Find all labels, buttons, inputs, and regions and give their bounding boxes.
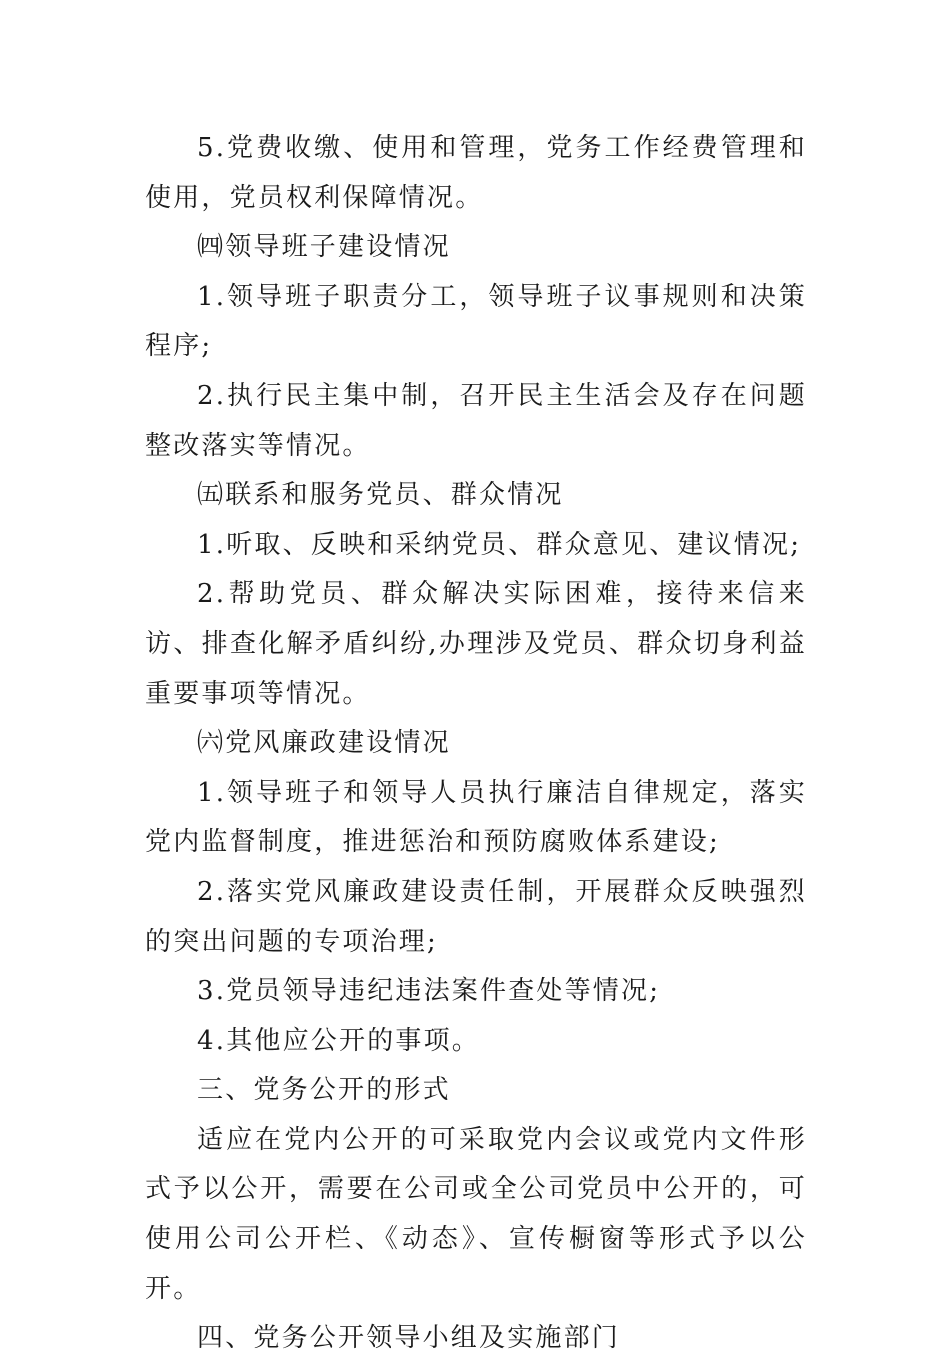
section-heading-leadership: ㈣领导班子建设情况 [197,232,451,263]
paragraph-integrity-item-3: 3.党员领导违纪违法案件查处等情况; [197,976,661,1007]
paragraph-integrity-item-2: 2.落实党风廉政建设责任制，开展群众反映强烈的突出问题的专项治理; [145,876,807,957]
paragraph-service-item-2: 2.帮助党员、群众解决实际困难，接待来信来访、排查化解矛盾纠纷,办理涉及党员、群众切身利益重要事项等情况。 [145,579,807,709]
paragraph-integrity-item-1: 1.领导班子和领导人员执行廉洁自律规定，落实党内监督制度，推进惩治和预防腐败体系建设; [145,777,807,858]
paragraph-service-item-1: 1.听取、反映和采纳党员、群众意见、建议情况; [197,529,802,560]
section-heading-leading-group: 四、党务公开领导小组及实施部门 [197,1323,621,1354]
section-heading-service: ㈤联系和服务党员、群众情况 [197,480,564,511]
document-body [145,124,807,1364]
paragraph-item-5-party-fees: 5.党费收缴、使用和管理，党务工作经费管理和使用，党员权利保障情况。 [145,133,807,213]
section-heading-forms: 三、党务公开的形式 [197,1075,451,1106]
paragraph-integrity-item-4: 4.其他应公开的事项。 [197,1025,481,1056]
section-heading-integrity: ㈥党风廉政建设情况 [197,728,451,759]
paragraph-leadership-item-2: 2.执行民主集中制，召开民主生活会及存在问题整改落实等情况。 [145,380,807,461]
paragraph-forms-body: 适应在党内公开的可采取党内会议或党内文件形式予以公开，需要在公司或全公司党员中公开的，可使用公司公开栏、《动态》、宣传橱窗等形式予以公开。 [145,1124,807,1304]
paragraph-leadership-item-1: 1.领导班子职责分工，领导班子议事规则和决策程序; [145,281,807,362]
